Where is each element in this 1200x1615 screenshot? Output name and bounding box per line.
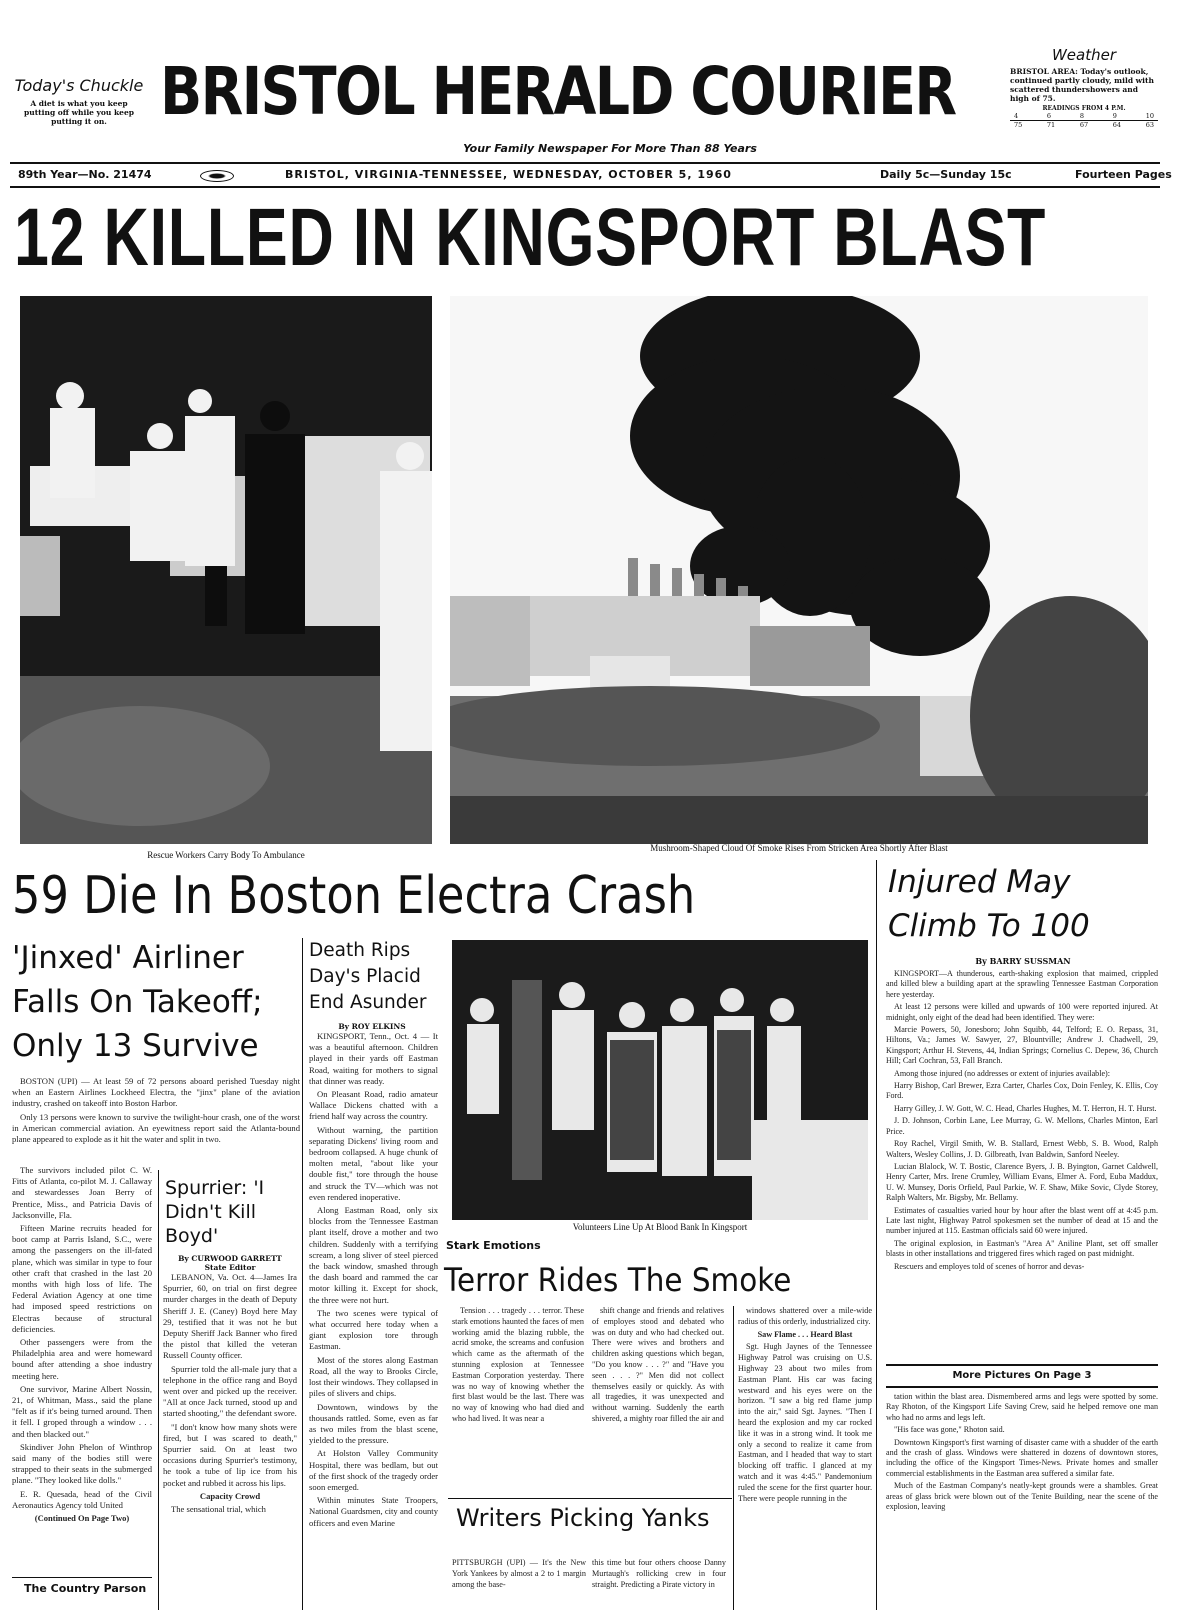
injured-byline: By BARRY SUSSMAN bbox=[975, 956, 1071, 966]
tagline: Your Family Newspaper For More Than 88 Years bbox=[463, 142, 757, 155]
terror-col3-p2: Sgt. Hugh Jaynes of the Tennessee Highway Patrol was cruising on U.S. Highway 23 about two miles from Eastman Plant. His car was facing westward and his eyes were on the horizon. "I saw a big red flame jump into the air," said Sgt. Jaynes. "Then I heard the explosion and my car rocked like it was in a strong wind. It took me only a second to realize it came from Eastman, and I headed that way to start blocking off traffic. I glanced at my watch and it was 4:45." Pandemonium ruled the scene for the first quarter hour. There were people running in the bbox=[738, 1342, 872, 1503]
injured-p15: Downtown Kingsport's first warning of disaster came with a shudder of the earth and the crash of glass. Windows were shattered in dozens of downtown stores, including the office of the Kingsport Times-News. Private homes and smaller commercial establishments in the Eastman area suffered a similar fate. bbox=[886, 1437, 1158, 1478]
issue-number: 89th Year—No. 21474 bbox=[18, 168, 152, 181]
death-rips-p2: On Pleasant Road, radio amateur Wallace Dickens chatted with a friend half way across the country. bbox=[309, 1089, 438, 1122]
death-rips-box bbox=[302, 938, 441, 1610]
dateline-top-rule bbox=[10, 162, 1160, 164]
reading-hour: 4 bbox=[1014, 112, 1019, 120]
electra-p5: Other passengers were from the Philadelphia area and were homeward bound after attending a shoe industry meeting here. bbox=[12, 1337, 152, 1381]
spurrier-role: State Editor bbox=[204, 1263, 256, 1272]
smoke-photo bbox=[450, 296, 1148, 844]
death-rips-body bbox=[303, 1031, 441, 1529]
spurrier-p4: The sensational trial, which bbox=[171, 1504, 266, 1515]
terror-col3 bbox=[738, 1306, 872, 1506]
weather-title: Weather bbox=[1051, 46, 1117, 64]
reading-temp: 63 bbox=[1145, 121, 1154, 129]
injured-body bbox=[886, 969, 1158, 1274]
terror-col3-p1: windows shattered over a mile-wide radius of this orderly, industrialized city. bbox=[738, 1306, 872, 1326]
chuckle-box bbox=[14, 76, 144, 126]
spurrier-headline: Spurrier: 'I Didn't Kill Boyd' bbox=[165, 1177, 265, 1247]
rescue-photo bbox=[20, 296, 432, 844]
smoke-caption: Mushroom-Shaped Cloud Of Smoke Rises From Stricken Area Shortly After Blast bbox=[650, 843, 948, 853]
spurrier-p2: Spurrier told the all-male jury that a telephone in the office rang and Boyd went over and picked up the receiver. "All at once Jack turned, stood up and started shooting," the defendant swore. bbox=[163, 1363, 297, 1419]
more-pictures-label: More Pictures On Page 3 bbox=[952, 1370, 1092, 1381]
injured-p6: Harry Gilley, J. W. Gott, W. C. Head, Charles Hughes, M. T. Herron, H. T. Hurst. bbox=[894, 1103, 1157, 1113]
spurrier-body bbox=[159, 1272, 301, 1515]
injured-p14: "His face was gone," Rhoton said. bbox=[894, 1425, 1005, 1435]
blood-bank-photo bbox=[452, 940, 868, 1220]
reading-hour: 6 bbox=[1046, 112, 1052, 120]
electra-subhead: 'Jinxed' Airliner Falls On Takeoff; Only 13 Survive bbox=[12, 940, 263, 1064]
injured-p8: Roy Rachel, Virgil Smith, W. B. Stallard, Ernest Webb, S. B. Wood, Ralph Walters, Wesley Collins, J. D. Gilbreath, Ivan Baldwin, Sanford Neeley. bbox=[886, 1139, 1158, 1159]
reading-hour: 9 bbox=[1112, 112, 1117, 120]
yanks-headline: Writers Picking Yanks bbox=[456, 1504, 710, 1532]
injured-p1: KINGSPORT—A thunderous, earth-shaking explosion that maimed, crippled and killed blew a building apart at the sprawling Tennessee Eastman Corporation here yesterday. bbox=[886, 969, 1158, 999]
injured-p10: Estimates of casualties varied hour by hour after the blast went off at 4:45 p.m. Late last night, Highway Patrol spokesmen set the number of dead at 15 and the number injured at 115. Eastman officials said 60 were injured. bbox=[886, 1205, 1158, 1236]
banner-headline: 12 KILLED IN KINGSPORT BLAST bbox=[14, 192, 1047, 283]
reading-temp: 71 bbox=[1046, 121, 1056, 129]
newspaper-title: BRISTOL HERALD COURIER bbox=[160, 53, 956, 130]
readings-temps bbox=[1010, 120, 1158, 129]
rescue-caption: Rescue Workers Carry Body To Ambulance bbox=[147, 850, 305, 860]
readings-hours bbox=[1010, 112, 1158, 120]
electra-headline: 59 Die In Boston Electra Crash bbox=[12, 866, 696, 926]
injured-p2: At least 12 persons were killed and upwards of 100 were reported injured. At midnight, only eight of the dead had been identified. They were: bbox=[886, 1002, 1158, 1022]
spurrier-box bbox=[158, 1170, 301, 1610]
country-parson-rule bbox=[12, 1577, 152, 1578]
terror-col1: Tension . . . tragedy . . . terror. These stark emotions haunted the faces of men working amid the blazing rubble, the acrid smoke, the screams and confusion which came as the aftermath of the stunning explosion at Tennessee Eastman Corporation yesterday. There was no way of knowing whether the first blast would be the last. There was no way of knowing who had died and who had lived. It was near a bbox=[452, 1306, 584, 1423]
electra-body bbox=[12, 1076, 300, 1147]
electra-p1: BOSTON (UPI) — At least 59 of 72 persons aboard perished Tuesday night when an Eastern Airlines Lockheed Electra, the "jinx" plane of the aviation industry, crashed on takeoff into Boston Harbor. bbox=[12, 1076, 300, 1109]
page-count: Fourteen Pages bbox=[1075, 168, 1172, 181]
injured-p7: J. D. Johnson, Corbin Lane, Lee Murray, G. W. Mellons, Charles Minton, Earl Price. bbox=[886, 1116, 1158, 1136]
spurrier-p1: LEBANON, Va. Oct. 4—James Ira Spurrier, 60, on trial on first degree murder charges in the death of Deputy Sheriff J. E. (Caney) Boyd here May 29, testified that it was not he but Deputy Sheriff Jack Banner who fired the pistol that killed the veteran Russell County officer. bbox=[163, 1272, 297, 1361]
death-rips-byline: By ROY ELKINS bbox=[338, 1022, 406, 1031]
electra-p6: One survivor, Marine Albert Nossin, 21, of Whitman, Mass., said the plane "felt as if it's being turned around. Then it fell. I groped through a window . . . and then blacked out." bbox=[12, 1383, 152, 1439]
death-rips-p4: Along Eastman Road, only six blocks from the Tennessee Eastman plant itself, drove a mother and two children. Suddenly with a terrifying scream, a long sliver of steel pierced the back window, smashed through the dash board and rammed the car motor killing it. Except for shock, the three were not hurt. bbox=[309, 1205, 438, 1305]
injured-p12: Rescuers and employes told of scenes of horror and devas- bbox=[894, 1261, 1085, 1271]
electra-p7: Skindiver John Phelon of Winthrop said many of the bodies still were strapped to their seats in the submerged plane. "They looked like dolls." bbox=[12, 1441, 152, 1486]
injured-p16: Much of the Eastman Company's neatly-kept grounds were a shambles. Great areas of glass brick were blown out of the Tenite Building, near the scene of the explosion, leaving bbox=[886, 1481, 1158, 1512]
blood-bank-caption: Volunteers Line Up At Blood Bank In Kingsport bbox=[572, 1222, 748, 1232]
injured-p9: Lucian Blalock, W. T. Bostic, Clarence Byers, J. B. Byington, Garnet Caldwell, Henry Carter, Mrs. Irene Crumley, William Evans, Elmer A. Ford, Euba Maddux, U. W. Munsey, Doris Orfield, Paul Parkie, W. F. Shaw, Mike Sovic, Clyde Storey, Ralph Walters, Mr. Bigsby, Mr. Bellamy. bbox=[886, 1161, 1158, 1203]
injured-headline: Injured May Climb To 100 bbox=[888, 864, 1090, 944]
place-date: BRISTOL, VIRGINIA-TENNESSEE, WEDNESDAY, OCTOBER 5, 1960 bbox=[285, 168, 732, 181]
injured-p3: Marcie Powers, 50, Jonesboro; John Squibb, 44, Telford; E. O. Repass, 31, Hiltons, Va.; James W. Sawyer, 27, Blountville; Andrew J. Chadwell, 29, Kingsport; Arthur H. Stevens, 44, Indian Springs; Cornelius C. Depew, 36, Church Hill; Carl Cochran, 53, Fall Branch. bbox=[886, 1025, 1158, 1066]
terror-headline: Terror Rides The Smoke bbox=[444, 1261, 792, 1299]
column-rule bbox=[876, 860, 877, 1610]
death-rips-headline: Death Rips Day's Placid End Asunder bbox=[309, 940, 427, 1013]
death-rips-p5: The two scenes were typical of what occurred here today when a giant explosion tore through Eastman. bbox=[309, 1307, 438, 1352]
death-rips-p8: At Holston Valley Community Hospital, there was bedlam, but out of the first shock of the tragedy order soon emerged. bbox=[309, 1448, 438, 1492]
reading-temp: 75 bbox=[1014, 121, 1023, 129]
death-rips-p3: Without warning, the partition separating Dickens' living room and bedroom collapsed. A huge chunk of molten metal, "about like your double fist," tore through the house and struck the TV—which was not even rendered inoperative. bbox=[309, 1124, 438, 1202]
yanks-top-rule bbox=[448, 1498, 732, 1499]
emblem-icon bbox=[200, 170, 234, 182]
terror-col2: shift change and friends and relatives of employes stood and debated who was on duty and who had checked out. There were wives and brothers and children asking questions which began, "Do you know . . . ?" and "Have you seen . . . ?" Men did not collect themselves easily or quickly. As with all tragedies, it was unexpected and without warning. Suddenly the earth shivered, a mighty roar filled the air and bbox=[592, 1306, 724, 1423]
reading-hour: 10 bbox=[1145, 112, 1154, 120]
chuckle-title: Today's Chuckle bbox=[14, 76, 144, 95]
injured-p11: The original explosion, in Eastman's "Area A" Aniline Plant, set off smaller blasts in other installations and triggered fires which raged on past midnight. bbox=[886, 1238, 1158, 1259]
injured-p4: Among those injured (no addresses or extent of injuries available): bbox=[894, 1068, 1110, 1078]
electra-p2: Only 13 persons were known to survive the twilight-hour crash, one of the worst in American commercial aviation. An eyewitness report said the Atlanta-bound plane appeared to explode as it hit the water and split in two. bbox=[12, 1111, 300, 1145]
yanks-col1: PITTSBURGH (UPI) — It's the New York Yankees by almost a 2 to 1 margin among the base- bbox=[452, 1558, 586, 1589]
reading-temp: 67 bbox=[1079, 121, 1089, 129]
weather-text: BRISTOL AREA: Today's outlook, continued partly cloudy, mild with scattered thundershowers and high of 75. bbox=[1010, 67, 1154, 103]
reading-hour: 8 bbox=[1079, 112, 1084, 120]
injured-body-2 bbox=[886, 1392, 1158, 1514]
spurrier-subhead: Capacity Crowd bbox=[199, 1490, 261, 1501]
electra-p8: E. R. Quesada, head of the Civil Aeronautics Agency told United bbox=[12, 1488, 152, 1510]
death-rips-p6: Most of the stores along Eastman Road, all the way to Brooks Circle, lost their windows. They collapsed in piles of slivers and chips. bbox=[309, 1354, 438, 1399]
terror-col-rule bbox=[733, 1306, 734, 1610]
death-rips-p7: Downtown, windows by the thousands rattled. Some, even as far as two miles from the blast scene, yielded to the pressure. bbox=[309, 1401, 438, 1446]
spurrier-byline: By CURWOOD GARRETT bbox=[178, 1254, 282, 1263]
price: Daily 5c—Sunday 15c bbox=[880, 168, 1012, 181]
chuckle-text: A diet is what you keep putting off while you keep putting it on. bbox=[24, 99, 134, 126]
injured-p13: tation within the blast area. Dismembered arms and legs were spotted by some. Ray Rhoton, of the Kingsport Life Saving Crew, said he helped remove one man who had no arms and legs left. bbox=[886, 1392, 1158, 1422]
yanks-col2: this time but four others choose Danny Murtaugh's rollicking crew in four straight. Predicting a Pirate victory in bbox=[592, 1558, 726, 1589]
spurrier-p3: "I don't know how many shots were fired, but I was scared to death," Spurrier said. On at least two occasions during Spurrier's testimony, he took a tube of lip ice from his pocket and rubbed it across his lips. bbox=[163, 1421, 297, 1488]
electra-p4: Fifteen Marine recruits headed for boot camp at Parris Island, S.C., were among the passengers on the ill-fated plane, which was similar in type to four other craft that crashed in the last 20 months with high loss of life. The Federal Aviation Agency at one time had imposed speed restrictions on Electras because of structural deficiencies. bbox=[12, 1223, 152, 1334]
dateline-bottom-rule bbox=[10, 186, 1160, 188]
weather-box bbox=[1010, 46, 1158, 129]
more-pictures-box[interactable] bbox=[886, 1364, 1158, 1388]
electra-continued[interactable]: (Continued On Page Two) bbox=[34, 1513, 130, 1524]
terror-col3-subhead: Saw Flame . . . Heard Blast bbox=[757, 1329, 853, 1339]
death-rips-p1: KINGSPORT, Tenn., Oct. 4 — It was a beautiful afternoon. Children played in their yards off Eastman Road, waiting for mothers to signal that dinner was ready. bbox=[309, 1031, 438, 1086]
country-parson: The Country Parson bbox=[24, 1582, 147, 1595]
reading-temp: 64 bbox=[1112, 121, 1122, 129]
terror-kicker: Stark Emotions bbox=[446, 1239, 541, 1252]
readings-label: READINGS FROM 4 P.M. bbox=[1042, 105, 1126, 112]
death-rips-p9: Within minutes State Troopers, National Guardsmen, city and county officers and even Marine bbox=[309, 1495, 438, 1528]
injured-p5: Harry Bishop, Carl Brewer, Ezra Carter, Charles Cox, Doin Fenley, K. Ellis, Coy Ford. bbox=[886, 1081, 1158, 1101]
electra-body-narrow bbox=[12, 1165, 152, 1524]
electra-p3: The survivors included pilot C. W. Fitts of Atlanta, co-pilot M. J. Callaway and stewardesses Joan Berry of Prentice, Miss., and Patricia Davis of Jacksonville, Fla. bbox=[12, 1165, 152, 1220]
